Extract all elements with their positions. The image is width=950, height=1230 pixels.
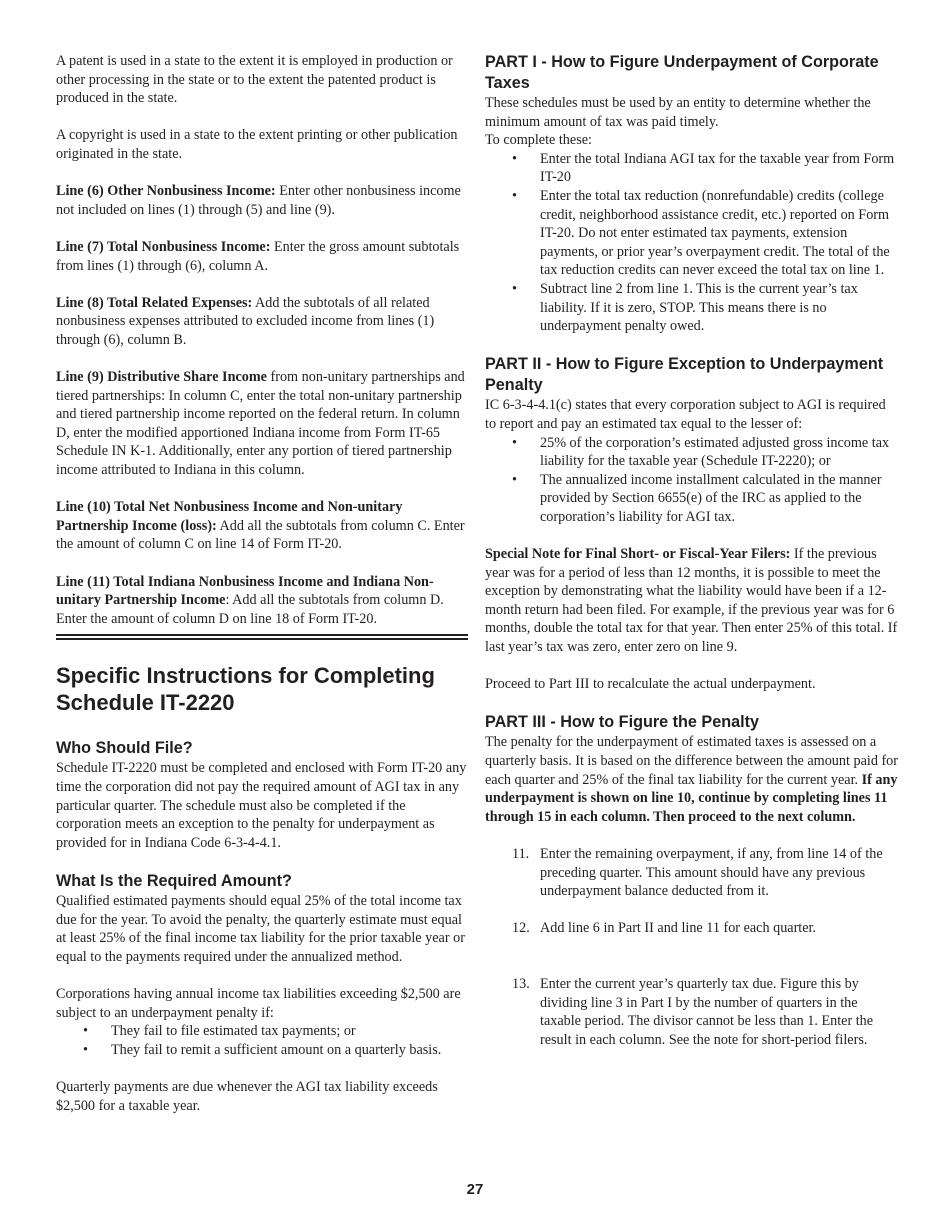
line6-paragraph [56,182,468,219]
penalty-conditions-list [56,1022,468,1059]
quarterly-payments-text: Quarterly payments are due whenever the AGI tax liability exceeds $2,500 for a taxable year. [56,1078,438,1114]
list-item: • The annualized income installment calculated in the manner provided by Section 6655(e) of the IRC as applied to the corporation’s liability for AGI tax. [485,471,898,527]
part2-text: IC 6-3-4-4.1(c) states that every corporation subject to AGI is required to report and pay an estimated tax equal to the lesser of: [485,397,886,432]
line6-label: Line (6) Other Nonbusiness Income: [56,183,276,200]
part3-paragraph [485,733,898,826]
list-item: • They fail to remit a sufficient amount on a quarterly basis. [56,1041,468,1060]
part3-heading: PART III - How to Figure the Penalty [485,713,760,732]
required-amount-text: Qualified estimated payments should equal 25% of the total income tax due for the year. To avoid the penalty, the quarterly estimate must equal at least 25% of the final income tax liability for the prior taxable year or equal to the payments required under the annualized method. [56,892,465,965]
list-item [485,919,898,938]
line10-text: Add all the subtotals from column C. Enter the amount of column C on line 14 of Form IT-20. [56,517,465,553]
part1-heading: PART I - How to Figure Underpayment of Corporate Taxes [485,53,879,92]
line9-paragraph [56,368,468,480]
line11-text: : Add all the subtotals from column D. Enter the amount of column D on line 18 of Form IT-20. [56,592,444,627]
who-should-file-text: Schedule IT-2220 must be completed and enclosed with Form IT-20 any time the corporation did not pay the required amount of AGI tax in any particular quarter. The schedule must also be completed if the corporation meets an exception to the penalty for underpayment as provided for in Indiana Code 6-3-4-4.1. [56,760,467,851]
part3-text: The penalty for the underpayment of estimated taxes is assessed on a quarterly basis. It is based on the difference between the amount paid for each quarter and 25% of the final tax liability for the current year. [485,734,899,788]
section-divider [56,634,468,640]
line8-label: Line (8) Total Related Expenses: [56,294,253,311]
page-number: 27 [466,1181,484,1198]
step-text: Enter the current year’s quarterly tax due. Figure this by dividing line 3 in Part I by the number of quarters in the taxable period. The divisor cannot be less than 1. Enter the result in each column. See the note for short-period filers. [540,975,874,1048]
list-item: • Subtract line 2 from line 1. This is the current year’s tax liability. If it is zero, STOP. This means there is no underpayment penalty owed. [485,280,898,336]
patent-paragraph: A patent is used in a state to the extent it is employed in production or other processing in the state or to the extent the patented product is produced in the state. [56,53,453,107]
special-note-paragraph [485,545,898,657]
corporations-text: Corporations having annual income tax liabilities exceeding $2,500 are subject to an underpayment penalty if: [56,985,461,1021]
line8-text: Add the subtotals of all related nonbusiness expenses attributed to excluded income from lines (1) through (6), column B. [56,294,435,348]
proceed-text: Proceed to Part III to recalculate the actual underpayment. [485,676,816,693]
list-item [485,975,898,1049]
list-item: • Enter the total tax reduction (nonrefundable) credits (college credit, neighborhood assistance credit, etc.) reported on Form IT-20. Do not enter estimated tax payments, extension payments, or prior year’s overpayment credit. The total of the tax reduction credits can never exceed the total tax on line 1. [485,187,898,280]
step-number: 12. [512,920,530,937]
step-text: Add line 6 in Part II and line 11 for each quarter. [540,920,817,937]
special-note-label: Special Note for Final Short- or Fiscal-Year Filers: [485,546,791,563]
required-amount-heading: What Is the Required Amount? [56,871,292,890]
copyright-paragraph: A copyright is used in a state to the extent printing or other publication originated in the state. [56,127,458,162]
step-number: 13. [512,975,530,992]
line10-paragraph [56,498,468,554]
list-item [485,845,898,901]
part1-complete-label: To complete these: [485,132,592,149]
part3-steps-list [485,845,898,1049]
step-number: 11. [512,845,530,862]
list-item: • They fail to file estimated tax payments; or [56,1022,468,1041]
step-text: Enter the remaining overpayment, if any, from line 14 of the preceding quarter. This amount should have any previous underpayment balance deducted from it. [540,845,883,900]
line7-text: Enter the gross amount subtotals from lines (1) through (6), column A. [56,238,460,274]
line8-paragraph [56,294,468,350]
line9-label: Line (9) Distributive Share Income [56,369,267,386]
line9-text: from non-unitary partnerships and tiered partnerships: In column C, enter the total non-unitary partnership and tiered partnership income reported on the federal return. In column D, enter the modified apportioned Indiana income from Form IT-65 Schedule IN K-1. Additionally, enter any portion of tiered partnership income attributed to Indiana in this column. [56,369,465,479]
line7-label: Line (7) Total Nonbusiness Income: [56,238,271,255]
line11-paragraph [56,573,468,629]
line7-paragraph [56,238,468,275]
part2-options-list [485,434,898,527]
part2-heading: PART II - How to Figure Exception to Underpayment Penalty [485,355,884,395]
section-title: Specific Instructions for Completing Schedule IT-2220 [56,663,435,716]
list-item: • Enter the total Indiana AGI tax for the taxable year from Form IT-20 [485,150,898,187]
right-column [485,52,898,1049]
part3-bold-text: If any underpayment is shown on line 10, continue by completing lines 11 through 15 in each column. Then proceed to the next column. [485,771,898,825]
list-item: • 25% of the corporation’s estimated adjusted gross income tax liability for the taxable year (Schedule IT-2220); or [485,434,898,471]
line10-label: Line (10) Total Net Nonbusiness Income and Non-unitary Partnership Income (loss): [56,499,403,534]
part1-steps-list [485,150,898,336]
who-should-file-heading: Who Should File? [56,739,193,758]
line11-label: Line (11) Total Indiana Nonbusiness Income and Indiana Non-unitary Partnership Income [56,573,434,609]
line6-text: Enter other nonbusiness income not included on lines (1) through (5) and line (9). [56,183,461,218]
part1-text: These schedules must be used by an entity to determine whether the minimum amount of tax was paid timely. [485,95,871,130]
left-column [56,52,468,1134]
special-note-text: If the previous year was for a period of less than 12 months, it is possible to meet the exception by demonstrating what the liability would have been if a 12-month return had been filed. For example, if the previous year was for 6 months, double the total tax for that year. Then enter 25% of this total. If last year’s tax was zero, enter zero on line 9. [485,546,898,656]
